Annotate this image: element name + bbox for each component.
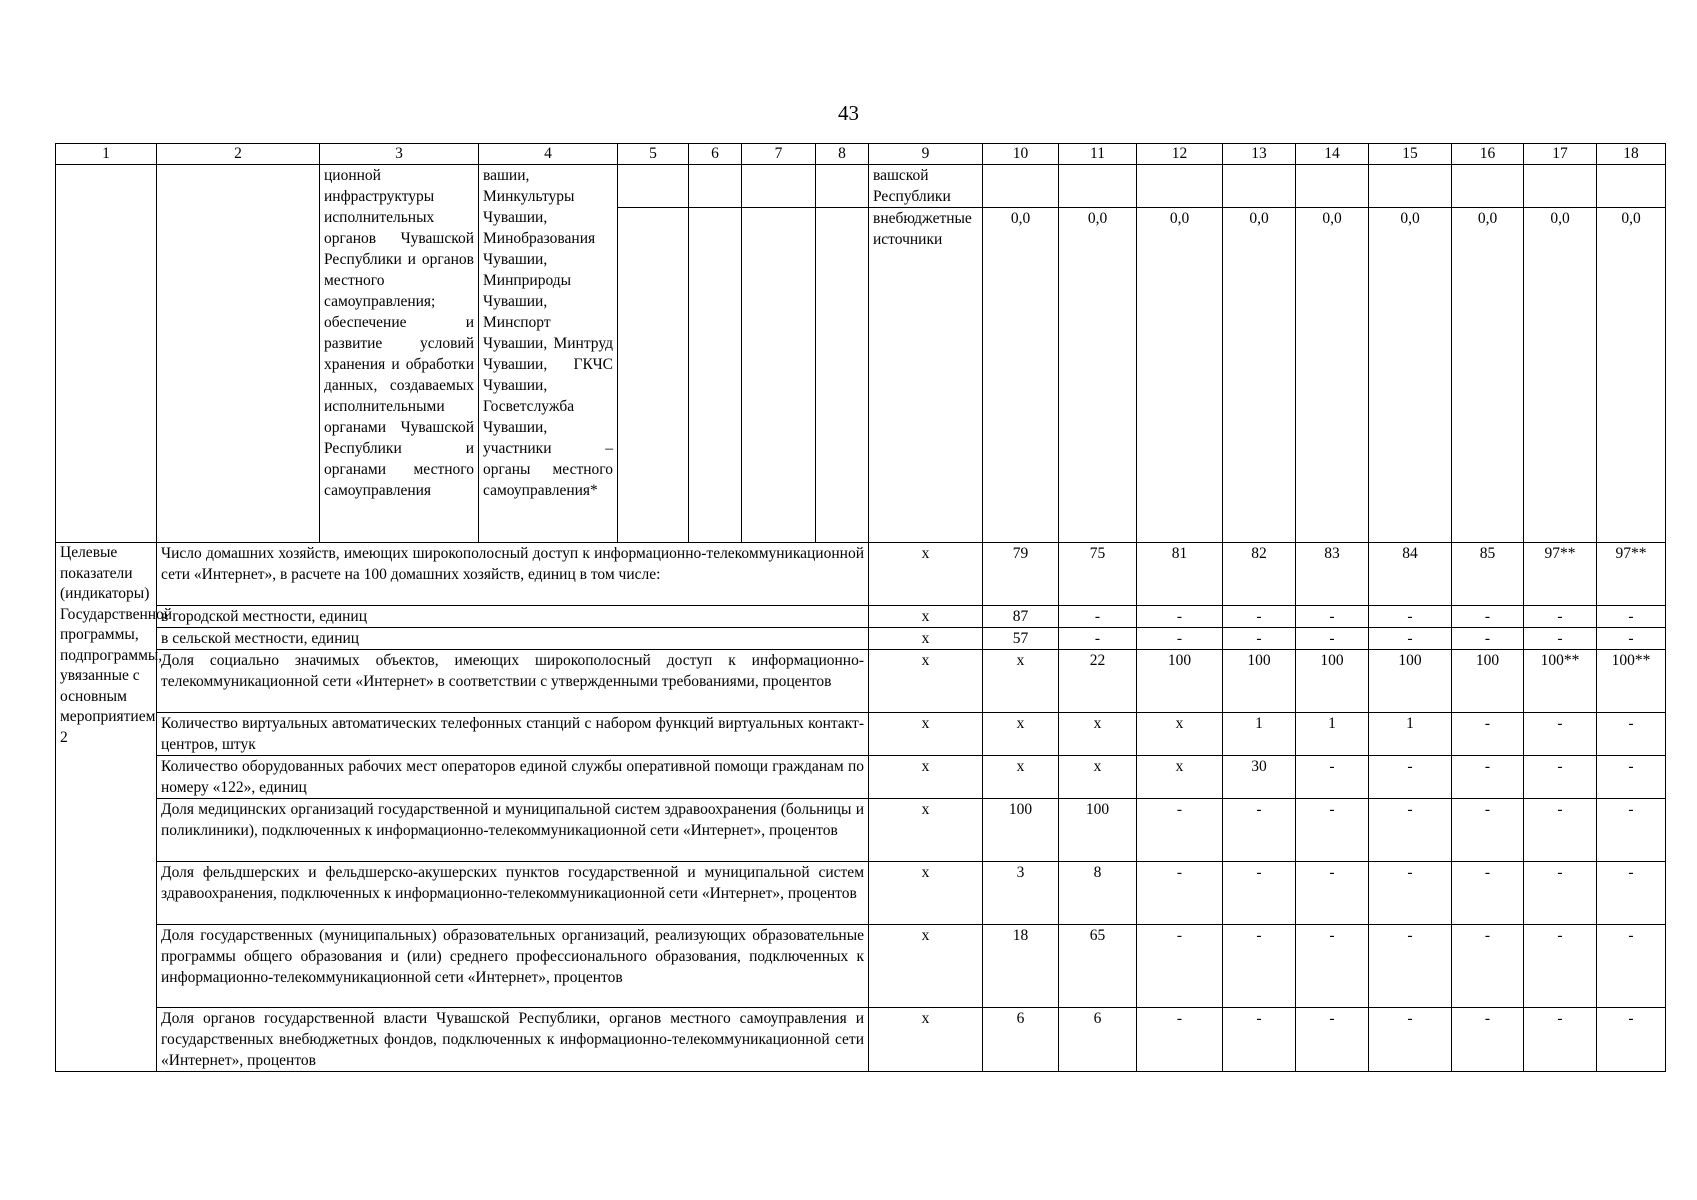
- indicator-value: 100: [1223, 650, 1296, 713]
- indicator-col9: х: [869, 650, 983, 713]
- indicator-value: -: [1137, 628, 1223, 650]
- column-number-11: 11: [1059, 144, 1137, 165]
- indicator-value: -: [1296, 799, 1369, 862]
- funding-source-cell: вашской Республики: [869, 165, 983, 208]
- indicator-value: 57: [983, 628, 1059, 650]
- indicator-value: -: [1059, 606, 1137, 628]
- indicator-value: 8: [1059, 862, 1137, 925]
- value-cell: [1524, 165, 1597, 208]
- indicator-value: -: [1597, 713, 1666, 756]
- column-number-row: [56, 144, 1666, 165]
- indicator-value: 1: [1369, 713, 1452, 756]
- indicator-value: -: [1296, 1008, 1369, 1072]
- indicator-value: -: [1524, 713, 1597, 756]
- indicator-value: 81: [1137, 543, 1223, 606]
- value-cell: [1296, 165, 1369, 208]
- cont-col7-cell: [742, 208, 816, 543]
- indicator-name: в сельской местности, единиц: [157, 628, 869, 650]
- cont-col7-cell: [742, 165, 816, 208]
- indicator-value: 79: [983, 543, 1059, 606]
- indicator-col9: х: [869, 862, 983, 925]
- indicator-value: 97**: [1524, 543, 1597, 606]
- column-number-13: 13: [1223, 144, 1296, 165]
- indicator-value: 100**: [1524, 650, 1597, 713]
- indicator-value: -: [1597, 862, 1666, 925]
- indicator-value: -: [1597, 1008, 1666, 1072]
- value-cell: 0,0: [1223, 208, 1296, 543]
- indicator-value: 1: [1296, 713, 1369, 756]
- indicator-row: [56, 606, 1666, 628]
- indicator-row: [56, 799, 1666, 862]
- indicator-value: -: [1059, 628, 1137, 650]
- indicator-col9: х: [869, 756, 983, 799]
- indicator-row: [56, 1008, 1666, 1072]
- indicator-value: 1: [1223, 713, 1296, 756]
- indicator-value: -: [1369, 756, 1452, 799]
- value-cell: 0,0: [983, 208, 1059, 543]
- indicator-col9: х: [869, 799, 983, 862]
- indicator-col9: х: [869, 1008, 983, 1072]
- indicator-name: Доля государственных (муниципальных) образовательных организаций, реализующих образовательные программы общего образования и (или) среднего профессионального образования, подключенных к информационно-телекоммуникационной сети «Интернет», процентов: [157, 925, 869, 1008]
- program-table: [55, 143, 1666, 1072]
- indicator-row: [56, 650, 1666, 713]
- value-cell: 0,0: [1597, 208, 1666, 543]
- indicator-value: 100: [1059, 799, 1137, 862]
- value-cell: 0,0: [1369, 208, 1452, 543]
- value-cell: 0,0: [1059, 208, 1137, 543]
- indicator-row: [56, 713, 1666, 756]
- indicator-value: 3: [983, 862, 1059, 925]
- value-cell: 0,0: [1524, 208, 1597, 543]
- column-number-4: 4: [479, 144, 618, 165]
- responsible-executor-cell: вашии, Минкультуры Чувашии, Минобразования Чувашии, Минприроды Чувашии, Минспорт Чувашии, Минтруд Чувашии, ГКЧС Чувашии, Госветслужба Чувашии, участники – органы местного самоуправления*: [479, 165, 618, 543]
- value-cell: [983, 165, 1059, 208]
- indicator-value: -: [1369, 606, 1452, 628]
- indicator-value: 84: [1369, 543, 1452, 606]
- indicator-value: -: [1369, 925, 1452, 1008]
- indicator-row: [56, 862, 1666, 925]
- indicator-value: х: [1059, 713, 1137, 756]
- page-number: 43: [838, 101, 859, 125]
- indicator-col9: х: [869, 925, 983, 1008]
- indicator-name: в городской местности, единиц: [157, 606, 869, 628]
- continuation-row: [56, 165, 1666, 208]
- cont-col8-cell: [816, 208, 869, 543]
- indicator-value: -: [1452, 606, 1524, 628]
- funding-source-cell: внебюджетные источники: [869, 208, 983, 543]
- indicator-value: 97**: [1597, 543, 1666, 606]
- indicators-label: Целевые показатели (индикаторы) Государственной программы, подпрограммы, увязанные с основным мероприятием 2: [56, 543, 157, 1072]
- column-number-3: 3: [320, 144, 479, 165]
- indicator-value: 83: [1296, 543, 1369, 606]
- cont-col2-cell: [157, 165, 320, 543]
- indicator-name: Доля медицинских организаций государственной и муниципальной систем здравоохранения (больницы и поликлиники), подключенных к информационно-телекоммуникационной сети «Интернет», процентов: [157, 799, 869, 862]
- indicator-value: х: [1137, 713, 1223, 756]
- indicator-value: -: [1223, 925, 1296, 1008]
- indicator-value: х: [983, 713, 1059, 756]
- indicator-value: 100**: [1597, 650, 1666, 713]
- column-number-17: 17: [1524, 144, 1597, 165]
- indicator-value: -: [1597, 925, 1666, 1008]
- indicator-value: -: [1137, 925, 1223, 1008]
- indicator-value: 100: [1137, 650, 1223, 713]
- indicator-value: 100: [983, 799, 1059, 862]
- indicator-value: -: [1369, 862, 1452, 925]
- indicator-value: -: [1296, 925, 1369, 1008]
- column-number-5: 5: [618, 144, 689, 165]
- indicator-value: -: [1137, 862, 1223, 925]
- column-number-15: 15: [1369, 144, 1452, 165]
- indicator-value: -: [1452, 628, 1524, 650]
- indicator-value: х: [1059, 756, 1137, 799]
- indicator-value: 6: [983, 1008, 1059, 1072]
- indicator-name: Доля социально значимых объектов, имеющих широкополосный доступ к информационно-телекоммуникационной сети «Интернет» в соответствии с утвержденными требованиями, процентов: [157, 650, 869, 713]
- indicator-value: -: [1597, 756, 1666, 799]
- indicator-value: -: [1452, 713, 1524, 756]
- indicator-name: Доля органов государственной власти Чувашской Республики, органов местного самоуправления и государственных внебюджетных фондов, подключенных к информационно-телекоммуникационной сети «Интернет», процентов: [157, 1008, 869, 1072]
- cont-col6-cell: [689, 165, 742, 208]
- indicator-col9: х: [869, 606, 983, 628]
- value-cell: 0,0: [1137, 208, 1223, 543]
- indicator-value: -: [1452, 862, 1524, 925]
- indicator-row: [56, 756, 1666, 799]
- indicator-value: -: [1296, 606, 1369, 628]
- indicator-value: -: [1369, 628, 1452, 650]
- indicator-value: -: [1524, 628, 1597, 650]
- cont-col1-cell: [56, 165, 157, 543]
- value-cell: [1597, 165, 1666, 208]
- indicator-value: -: [1296, 862, 1369, 925]
- indicator-value: 82: [1223, 543, 1296, 606]
- cont-col5-cell: [618, 208, 689, 543]
- indicator-name: Количество виртуальных автоматических телефонных станций с набором функций виртуальных контакт-центров, штук: [157, 713, 869, 756]
- indicator-value: -: [1452, 1008, 1524, 1072]
- indicator-value: 22: [1059, 650, 1137, 713]
- indicator-value: 18: [983, 925, 1059, 1008]
- column-number-12: 12: [1137, 144, 1223, 165]
- column-number-7: 7: [742, 144, 816, 165]
- indicator-value: 85: [1452, 543, 1524, 606]
- indicator-value: -: [1369, 1008, 1452, 1072]
- indicator-name: Число домашних хозяйств, имеющих широкополосный доступ к информационно-телекоммуникационной сети «Интернет», в расчете на 100 домашних хозяйств, единиц в том числе:: [157, 543, 869, 606]
- indicator-value: 87: [983, 606, 1059, 628]
- indicator-value: 30: [1223, 756, 1296, 799]
- column-number-16: 16: [1452, 144, 1524, 165]
- indicator-value: -: [1223, 799, 1296, 862]
- column-number-1: 1: [56, 144, 157, 165]
- indicator-value: -: [1597, 606, 1666, 628]
- indicator-value: -: [1524, 756, 1597, 799]
- indicator-value: -: [1137, 799, 1223, 862]
- value-cell: 0,0: [1452, 208, 1524, 543]
- indicator-value: -: [1296, 756, 1369, 799]
- column-number-2: 2: [157, 144, 320, 165]
- activity-description-cell: ционной инфраструктуры исполнительных органов Чувашской Республики и органов местного самоуправления; обеспечение и развитие условий хранения и обработки данных, создаваемых исполнительными органами Чувашской Республики и органами местного самоуправления: [320, 165, 479, 543]
- indicator-value: -: [1369, 799, 1452, 862]
- indicator-col9: х: [869, 713, 983, 756]
- value-cell: 0,0: [1296, 208, 1369, 543]
- indicator-value: 100: [1452, 650, 1524, 713]
- indicator-value: 100: [1296, 650, 1369, 713]
- indicator-value: 6: [1059, 1008, 1137, 1072]
- indicator-value: 100: [1369, 650, 1452, 713]
- indicator-value: -: [1223, 606, 1296, 628]
- indicator-value: 75: [1059, 543, 1137, 606]
- indicator-value: х: [983, 650, 1059, 713]
- indicator-value: -: [1223, 862, 1296, 925]
- indicator-row: [56, 543, 1666, 606]
- value-cell: [1369, 165, 1452, 208]
- indicator-value: -: [1524, 925, 1597, 1008]
- indicator-value: -: [1223, 628, 1296, 650]
- value-cell: [1452, 165, 1524, 208]
- value-cell: [1137, 165, 1223, 208]
- indicator-value: -: [1597, 799, 1666, 862]
- indicator-name: Количество оборудованных рабочих мест операторов единой службы оперативной помощи гражданам по номеру «122», единиц: [157, 756, 869, 799]
- indicator-value: -: [1137, 1008, 1223, 1072]
- indicator-value: -: [1223, 1008, 1296, 1072]
- indicator-value: х: [983, 756, 1059, 799]
- cont-col5-cell: [618, 165, 689, 208]
- cont-col8-cell: [816, 165, 869, 208]
- column-number-8: 8: [816, 144, 869, 165]
- indicator-row: [56, 925, 1666, 1008]
- value-cell: [1059, 165, 1137, 208]
- column-number-14: 14: [1296, 144, 1369, 165]
- indicator-value: -: [1524, 1008, 1597, 1072]
- indicator-col9: х: [869, 543, 983, 606]
- indicator-value: -: [1452, 925, 1524, 1008]
- value-cell: [1223, 165, 1296, 208]
- column-number-10: 10: [983, 144, 1059, 165]
- indicator-row: [56, 628, 1666, 650]
- column-number-6: 6: [689, 144, 742, 165]
- indicator-value: -: [1296, 628, 1369, 650]
- cont-col6-cell: [689, 208, 742, 543]
- indicator-value: -: [1597, 628, 1666, 650]
- column-number-18: 18: [1597, 144, 1666, 165]
- indicator-value: -: [1137, 606, 1223, 628]
- indicator-value: -: [1452, 756, 1524, 799]
- indicator-value: -: [1524, 799, 1597, 862]
- indicator-value: -: [1524, 862, 1597, 925]
- indicator-col9: х: [869, 628, 983, 650]
- indicator-value: х: [1137, 756, 1223, 799]
- indicator-value: 65: [1059, 925, 1137, 1008]
- indicator-value: -: [1452, 799, 1524, 862]
- column-number-9: 9: [869, 144, 983, 165]
- indicator-value: -: [1524, 606, 1597, 628]
- indicator-name: Доля фельдшерских и фельдшерско-акушерских пунктов государственной и муниципальной систем здравоохранения, подключенных к информационно-телекоммуникационной сети «Интернет», процентов: [157, 862, 869, 925]
